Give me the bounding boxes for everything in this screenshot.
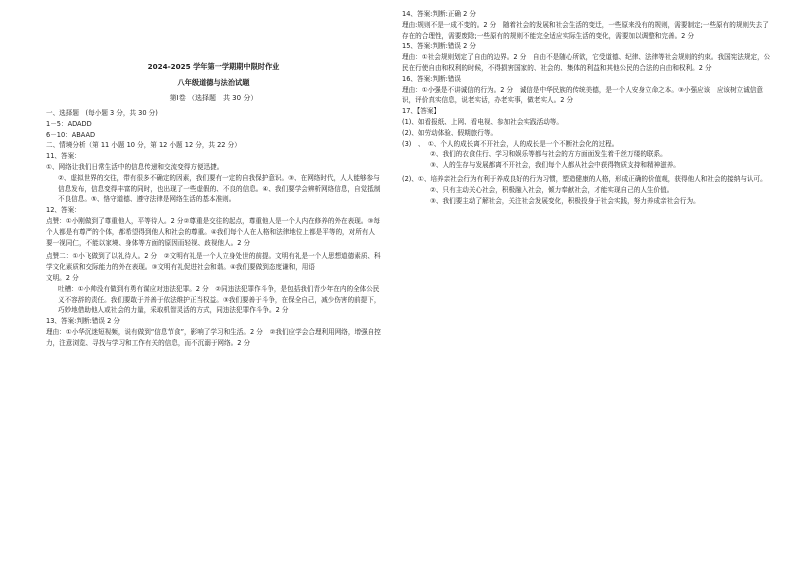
answer-line: (3) 、 ①、个人的成长离不开社会，人的成长是一个不断社会化的过程。 — [402, 139, 619, 148]
answer-line: ③、人的生存与发展都离不开社会，我们每个人都从社会中获得物质支持和精神滋养。 — [430, 161, 680, 170]
question-number: 11、答案： — [46, 152, 81, 161]
answer-paragraph: ②、虚拟世界的交往，带有很多不确定的因素，我们要有一定的自我保护意识。③、在网络时代，人人能够参与信息发布，信息变得丰富的同时，也出现了一些虚假的、不良的信息。④、我们要学会辨析网络信息，自觉抵制不良信息。⑤、恪守道德、遵守法律是网络生活的基本准则。 — [58, 173, 381, 204]
answer-paragraph: (2)、①、培养亲社会行为有利于养成良好的行为习惯，塑造健康的人格，形成正确的价值观，获得他人和社会的接纳与认可。 — [402, 174, 767, 183]
answer-line: 1－5：ADADD — [46, 119, 92, 128]
answer-line: (2)、如劳动体验、假期旅行等。 — [402, 128, 498, 137]
question-number: 16、答案:判断:错误 — [402, 74, 461, 83]
question-number: 13、答案:判断:错误 2 分 — [46, 317, 120, 326]
answer-line: ②、只有主动关心社会，积极融入社会，倾力奉献社会，才能实现自己的人生价值。 — [430, 185, 674, 194]
answer-paragraph: 理由：①小华沉迷短视频，说有做到“信息节食”，影响了学习和生活。2 分 ②我们应学会合理利用网络，增强自控力，注意浏览、寻找与学习和工作有关的信息，而不沉溺于网络。2 分 — [46, 327, 381, 347]
answer-paragraph: 理由:规则不是一成不变的。2 分 随着社会的发展和社会生活的变迁，一些原来没有的规则，需要制定;一些原有的规则失去了存在的合理性，需要废除;一些原有的规则不能完全适应实际生活的变化，需要加以调整和完善。2 分 — [402, 20, 769, 40]
exam-subtitle: 八年级道德与法治试题 — [177, 78, 250, 87]
section-heading: 二、情境分析（第 11 小题 10 分，第 12 小题 12 分，共 22 分） — [46, 141, 241, 150]
answer-line: ③、我们要主动了解社会，关注社会发展变化，积极投身于社会实践，努力养成亲社会行为。 — [430, 196, 700, 205]
question-number: 14、答案:判断:正确 2 分 — [402, 10, 476, 18]
answer-paragraph: 点赞二：①小飞做到了以礼待人。2 分 ②文明有礼是一个人立身处世的前提。文明有礼是一个人思想道德素质、科学文化素质和交际能力的外在表现。③文明有礼促进社会和谐。④我们要做到态度谦和，用语 — [46, 252, 381, 272]
answer-line: 6－10：ABAAD — [46, 130, 96, 139]
answer-paragraph: 理由：①小强是不讲诚信的行为。2 分 诚信是中华民族的传统美德，是一个人安身立命之本。③小强应该 应该树立诚信意识，评价真实信息，说老实话，办老实事，做老实人。2 分 — [402, 85, 763, 105]
answer-paragraph: 点赞：①小刚做到了尊重他人，平等待人。2 分②尊重是交往的起点，尊重他人是一个人内在修养的外在表现。③每个人都是有尊严的个体，都希望得到他人和社会的尊重。④我们每个人在人格和法律地位上都是平等的，对所有人要一视同仁，不能以家境、身体等方面的原因而轻视、歧视他人。2 分 — [46, 216, 380, 247]
answer-line: (1)、如看报纸、上网、看电视、参加社会实践活动等。 — [402, 117, 563, 126]
right-body — [402, 9, 772, 206]
answer-paragraph: 理由：①社会规则划定了自由的边界。2 分 自由不是随心所欲，它受道德、纪律、法律等社会规则的约束。我国宪法规定，公民在行使自由和权利的时候，不得损害国家的、社会的、集体的利益和其他公民的合法的自由和权利。2 分 — [402, 53, 771, 72]
question-number: 12、答案： — [46, 206, 81, 215]
answer-line: 文明。2 分 — [46, 273, 79, 282]
answer-line: ②、我们的衣食住行、学习和娱乐等都与社会的方方面面发生着千丝万缕的联系。 — [430, 150, 667, 159]
answer-paragraph: 吐槽：①小帅没有做到有勇有谋应对违法犯罪。2 分 ②同违法犯罪作斗争，是包括我们青少年在内的全体公民义不容辞的责任。我们要敢于并善于依法维护正当权益。③我们要善于斗争，在保全自己，减少伤害的前提下，巧妙地借助他人或社会的力量，采取机智灵活的方式，同违法犯罪作斗争。2 分 — [58, 284, 381, 315]
part-heading: 第Ⅰ卷 （选择题 共 30 分） — [169, 94, 258, 102]
section-heading: 一、选择题 (每小题 3 分，共 30 分) — [46, 109, 158, 117]
left-body — [46, 108, 381, 349]
question-number: 17、【答案】 — [402, 107, 441, 116]
exam-title: 2024-2025 学年第一学期期中限时作业 — [147, 62, 280, 71]
question-number: 15、答案:判断:错误 2 分 — [402, 42, 476, 51]
answer-paragraph: ①、网络让我们日常生活中的信息传递和交流变得方便迅捷。 — [46, 162, 224, 171]
